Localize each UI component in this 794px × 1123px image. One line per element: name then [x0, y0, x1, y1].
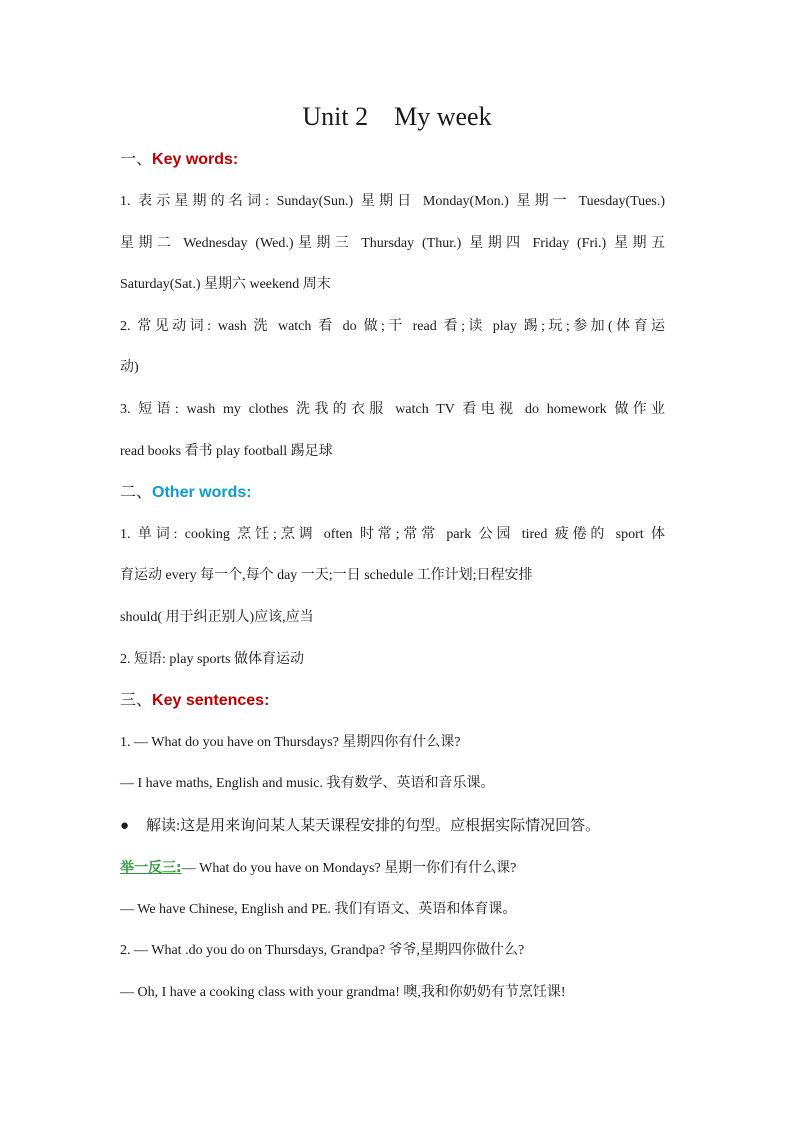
- text-line: — Oh, I have a cooking class with your grandma! 噢,我和你奶奶有节烹饪课!: [120, 985, 566, 1000]
- bullet-icon: ●: [120, 818, 130, 834]
- example-label: 举一反三:: [120, 860, 182, 876]
- text-line: 1. 表示星期的名词: Sunday(Sun.) 星期日 Monday(Mon.) 星期一 Tuesday(Tues.): [120, 194, 665, 209]
- page-title: Unit 2 My week: [302, 102, 492, 131]
- text-line: 育运动 every 每一个,每个 day 一天;一日 schedule 工作计划;日程安排: [120, 568, 533, 583]
- text-line: 星期二 Wednesday (Wed.)星期三 Thursday (Thur.) 星期四 Friday (Fri.) 星期五: [120, 236, 665, 251]
- section-heading-key-sentences: [120, 689, 269, 712]
- text-line: 1. — What do you have on Thursdays? 星期四你有什么课?: [120, 735, 461, 750]
- section-heading-key-words: [120, 148, 238, 171]
- text-line: 3. 短语: wash my clothes 洗我的衣服 watch TV 看电视 do homework 做作业: [120, 402, 665, 417]
- section-label: Key words:: [152, 151, 239, 168]
- text-line: Saturday(Sat.) 星期六 weekend 周末: [120, 277, 331, 292]
- text-line: read books 看书 play football 踢足球: [120, 444, 333, 459]
- example-text: — What do you have on Mondays? 星期一你们有什么课?: [181, 861, 517, 876]
- text-line: — We have Chinese, English and PE. 我们有语文、英语和体育课。: [120, 902, 517, 917]
- text-line: should( 用于纠正别人)应该,应当: [120, 610, 314, 625]
- section-label: Key sentences:: [152, 692, 270, 709]
- section-number: 二、: [120, 482, 153, 501]
- text-line: 2. — What .do you do on Thursdays, Grandpa? 爷爷,星期四你做什么?: [120, 943, 525, 958]
- bullet-item: [120, 816, 665, 836]
- section-heading-other-words: [120, 481, 252, 504]
- bullet-text: 解读:这是用来询问某人某天课程安排的句型。应根据实际情况回答。: [146, 818, 601, 834]
- text-line: 1. 单词: cooking 烹饪;烹调 often 时常;常常 park 公园 tired 疲倦的 sport 体: [120, 527, 665, 542]
- text-line: 2. 短语: play sports 做体育运动: [120, 652, 304, 667]
- section-number: 一、: [120, 149, 153, 168]
- section-label: Other words:: [152, 484, 252, 501]
- section-number: 三、: [120, 690, 153, 709]
- example-line: [120, 858, 665, 879]
- text-line: 动): [120, 360, 139, 375]
- text-line: 2. 常见动词: wash 洗 watch 看 do 做;干 read 看;读 play 踢;玩;参加(体育运: [120, 319, 665, 334]
- text-line: — I have maths, English and music. 我有数学、英语和音乐课。: [120, 776, 495, 791]
